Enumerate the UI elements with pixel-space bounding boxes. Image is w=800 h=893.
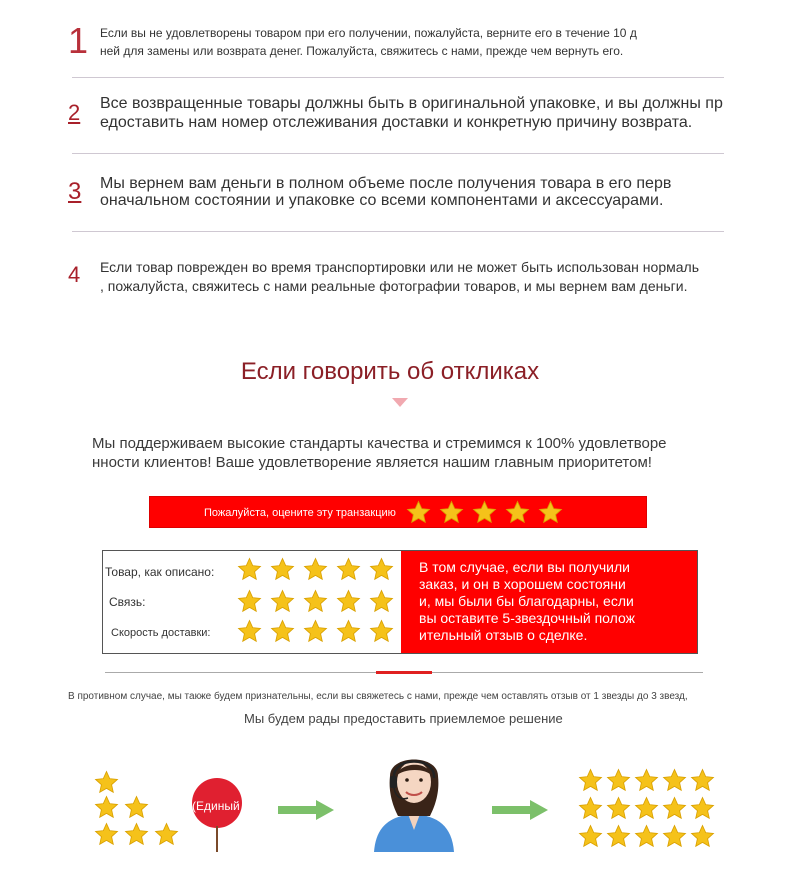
star-icon: [237, 557, 262, 582]
policy-text-line: Если товар поврежден во время транспортировки или не может быть использован нормаль: [100, 259, 699, 275]
policy-text-line: ней для замены или возврата денег. Пожалуйста, свяжитесь с нами, прежде чем вернуть его.: [100, 44, 624, 58]
rating-row-label: Скорость доставки:: [111, 627, 211, 639]
star-icon: [369, 557, 394, 582]
star-icon: [303, 619, 328, 644]
star-icon: [94, 822, 119, 847]
star-icon: [336, 619, 361, 644]
star-icon: [270, 589, 295, 614]
star-icon: [237, 619, 262, 644]
contact-before-feedback-note: В противном случае, мы также будем признательны, если вы свяжетесь с нами, прежде чем оставлять отзыв от 1 звезды до 3 звезд,: [68, 691, 688, 702]
policy-item-2: [68, 92, 728, 156]
star-icon: [662, 824, 687, 849]
rating-row-label: Связь:: [109, 595, 146, 609]
rating-row-label: Товар, как описано:: [105, 565, 215, 579]
section-title: Если говорить об откликах: [240, 358, 540, 385]
policy-item-4: [68, 256, 728, 300]
positive-feedback-note: [401, 551, 697, 653]
policy-number: 3: [68, 178, 82, 205]
policy-text: [100, 175, 748, 209]
policy-text-line: Все возвращенные товары должны быть в оригинальной упаковке, и вы должны пр: [100, 95, 723, 112]
feedback-flow-illustration: [0, 740, 800, 870]
star-icon: [634, 824, 659, 849]
star-rating: [237, 557, 394, 582]
star-icon: [690, 824, 715, 849]
rating-table: [102, 550, 698, 654]
star-icon: [439, 500, 464, 525]
support-agent-icon: [368, 746, 460, 852]
star-icon: [634, 796, 659, 821]
policy-text-line: , пожалуйста, свяжитесь с нами реальные фотографии товаров, и мы вернем вам деньги.: [100, 278, 688, 294]
star-icon: [690, 796, 715, 821]
star-icon: [124, 822, 149, 847]
star-icon: [662, 796, 687, 821]
policy-item-3: [68, 172, 728, 236]
star-icon: [578, 768, 603, 793]
note-line: заказ, и он в хорошем состояни: [419, 576, 626, 592]
star-rating: [237, 589, 394, 614]
solution-note: Мы будем рады предоставить приемлемое решение: [244, 711, 563, 726]
divider: [72, 231, 724, 232]
star-icon: [578, 824, 603, 849]
star-icon: [606, 796, 631, 821]
arrow-right-icon: [278, 800, 334, 820]
rate-transaction-banner: [149, 496, 647, 528]
sign-text: (Единый: [192, 799, 240, 813]
sign-pole: [216, 826, 218, 852]
note-line: ительный отзыв о сделке.: [419, 627, 588, 643]
rating-row-communication: [103, 587, 401, 615]
rating-row-item-as-described: [103, 555, 401, 583]
star-icon: [303, 557, 328, 582]
star-icon: [606, 824, 631, 849]
star-icon: [94, 795, 119, 820]
intro-line: Мы поддерживаем высокие стандарты качества и стремимся к 100% удовлетворе: [92, 435, 667, 452]
note-line: и, мы были бы благодарны, если: [419, 593, 634, 609]
policy-number: 1: [68, 20, 89, 61]
star-icon: [690, 768, 715, 793]
star-icon: [124, 795, 149, 820]
policy-number: 2: [68, 100, 81, 125]
note-line: вы оставите 5-звездочный полож: [419, 610, 635, 626]
star-icon: [578, 796, 603, 821]
star-icon: [154, 822, 179, 847]
rate-label: Пожалуйста, оцените эту транзакцию: [204, 507, 396, 519]
divider-accent: [376, 671, 432, 674]
intro-text: [92, 434, 732, 472]
star-icon: [237, 589, 262, 614]
policy-text: [100, 94, 748, 132]
triangle-down-icon: [392, 398, 408, 407]
star-rating: [237, 619, 394, 644]
policy-text-line: Мы вернем вам деньги в полном объеме после получения товара в его перв: [100, 175, 672, 192]
star-rating: [406, 500, 563, 525]
policy-item-1: [68, 18, 728, 80]
divider: [72, 153, 724, 154]
policy-text-line: едоставить нам номер отслеживания доставки и конкретную причину возврата.: [100, 114, 693, 131]
star-icon: [472, 500, 497, 525]
star-icon: [662, 768, 687, 793]
star-icon: [270, 619, 295, 644]
star-icon: [336, 589, 361, 614]
star-icon: [406, 500, 431, 525]
policy-number: 4: [68, 262, 81, 287]
star-icon: [369, 589, 394, 614]
star-icon: [270, 557, 295, 582]
policy-text: [100, 24, 748, 60]
star-icon: [303, 589, 328, 614]
star-icon: [94, 770, 119, 795]
star-icon: [369, 619, 394, 644]
note-line: В том случае, если вы получили: [419, 559, 630, 575]
policy-text-line: Если вы не удовлетворены товаром при его получении, пожалуйста, верните его в течение 10 д: [100, 26, 637, 40]
star-icon: [538, 500, 563, 525]
star-icon: [606, 768, 631, 793]
intro-line: нности клиентов! Ваше удовлетворение является нашим главным приоритетом!: [92, 454, 652, 471]
policy-text-line: оначальном состоянии и упаковке со всеми компонентами и аксессуарами.: [100, 192, 664, 209]
divider: [72, 77, 724, 78]
rating-row-shipping-speed: [103, 617, 401, 645]
policy-text: [100, 258, 748, 296]
star-icon: [336, 557, 361, 582]
star-icon: [634, 768, 659, 793]
arrow-right-icon: [492, 800, 548, 820]
star-icon: [505, 500, 530, 525]
